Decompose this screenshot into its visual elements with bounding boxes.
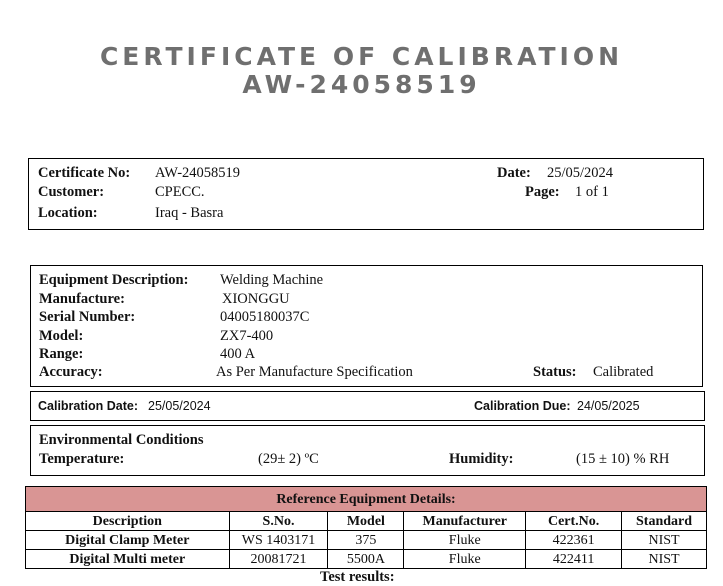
status-value: Calibrated [593,364,654,380]
manufacture-label: Manufacture: [39,291,125,307]
certificate-number-title: AW-24058519 [242,70,481,99]
table-cell: NIST [622,550,707,569]
location-value: Iraq - Basra [155,205,224,221]
column-header: Cert.No. [526,512,622,531]
environment-heading: Environmental Conditions [39,432,204,448]
humidity-value: (15 ± 10) % RH [576,451,670,467]
calibration-date-label: Calibration Date: [38,399,139,413]
reference-equipment-table [25,486,707,569]
date-value: 25/05/2024 [547,165,614,181]
table-row [26,550,707,569]
range-value: 400 A [220,346,256,362]
reference-table-title: Reference Equipment Details: [26,487,707,512]
calibration-due-value: 24/05/2025 [577,399,640,413]
manufacture-value: XIONGGU [222,291,290,307]
temperature-label: Temperature: [39,451,125,467]
test-results-heading: Test results: [320,569,395,585]
serial-number-label: Serial Number: [39,309,136,325]
model-label: Model: [39,328,84,344]
model-value: ZX7-400 [220,328,274,344]
column-header: Model [328,512,404,531]
table-cell: NIST [622,531,707,550]
cert-no-label: Certificate No: [38,165,131,181]
table-cell: Fluke [404,531,526,550]
table-cell: 5500A [328,550,404,569]
table-header-row [26,512,707,531]
table-row [26,531,707,550]
status-label: Status: [533,364,577,380]
table-cell: 422411 [526,550,622,569]
calibration-date-value: 25/05/2024 [148,399,211,413]
page-label: Page: [525,184,560,200]
temperature-value: (29± 2) ºC [258,451,319,467]
humidity-label: Humidity: [449,451,514,467]
accuracy-value: As Per Manufacture Specification [216,364,413,380]
table-cell: 375 [328,531,404,550]
column-header: Description [26,512,230,531]
column-header: S.No. [229,512,328,531]
page-value: 1 of 1 [575,184,609,200]
table-cell: 20081721 [229,550,328,569]
certificate-title: CERTIFICATE OF CALIBRATION [99,42,624,71]
range-label: Range: [39,346,84,362]
customer-value: CPECC. [155,184,205,200]
equipment-description-value: Welding Machine [220,272,324,288]
accuracy-label: Accuracy: [39,364,103,380]
table-cell: Digital Clamp Meter [26,531,230,550]
equipment-description-label: Equipment Description: [39,272,189,288]
table-cell: Digital Multi meter [26,550,230,569]
customer-label: Customer: [38,184,105,200]
column-header: Manufacturer [404,512,526,531]
calibration-due-label: Calibration Due: [474,399,571,413]
location-label: Location: [38,205,98,221]
table-cell: 422361 [526,531,622,550]
serial-number-value: 04005180037C [220,309,310,325]
table-cell: Fluke [404,550,526,569]
table-cell: WS 1403171 [229,531,328,550]
column-header: Standard [622,512,707,531]
date-label: Date: [497,165,531,181]
cert-no-value: AW-24058519 [155,165,241,181]
